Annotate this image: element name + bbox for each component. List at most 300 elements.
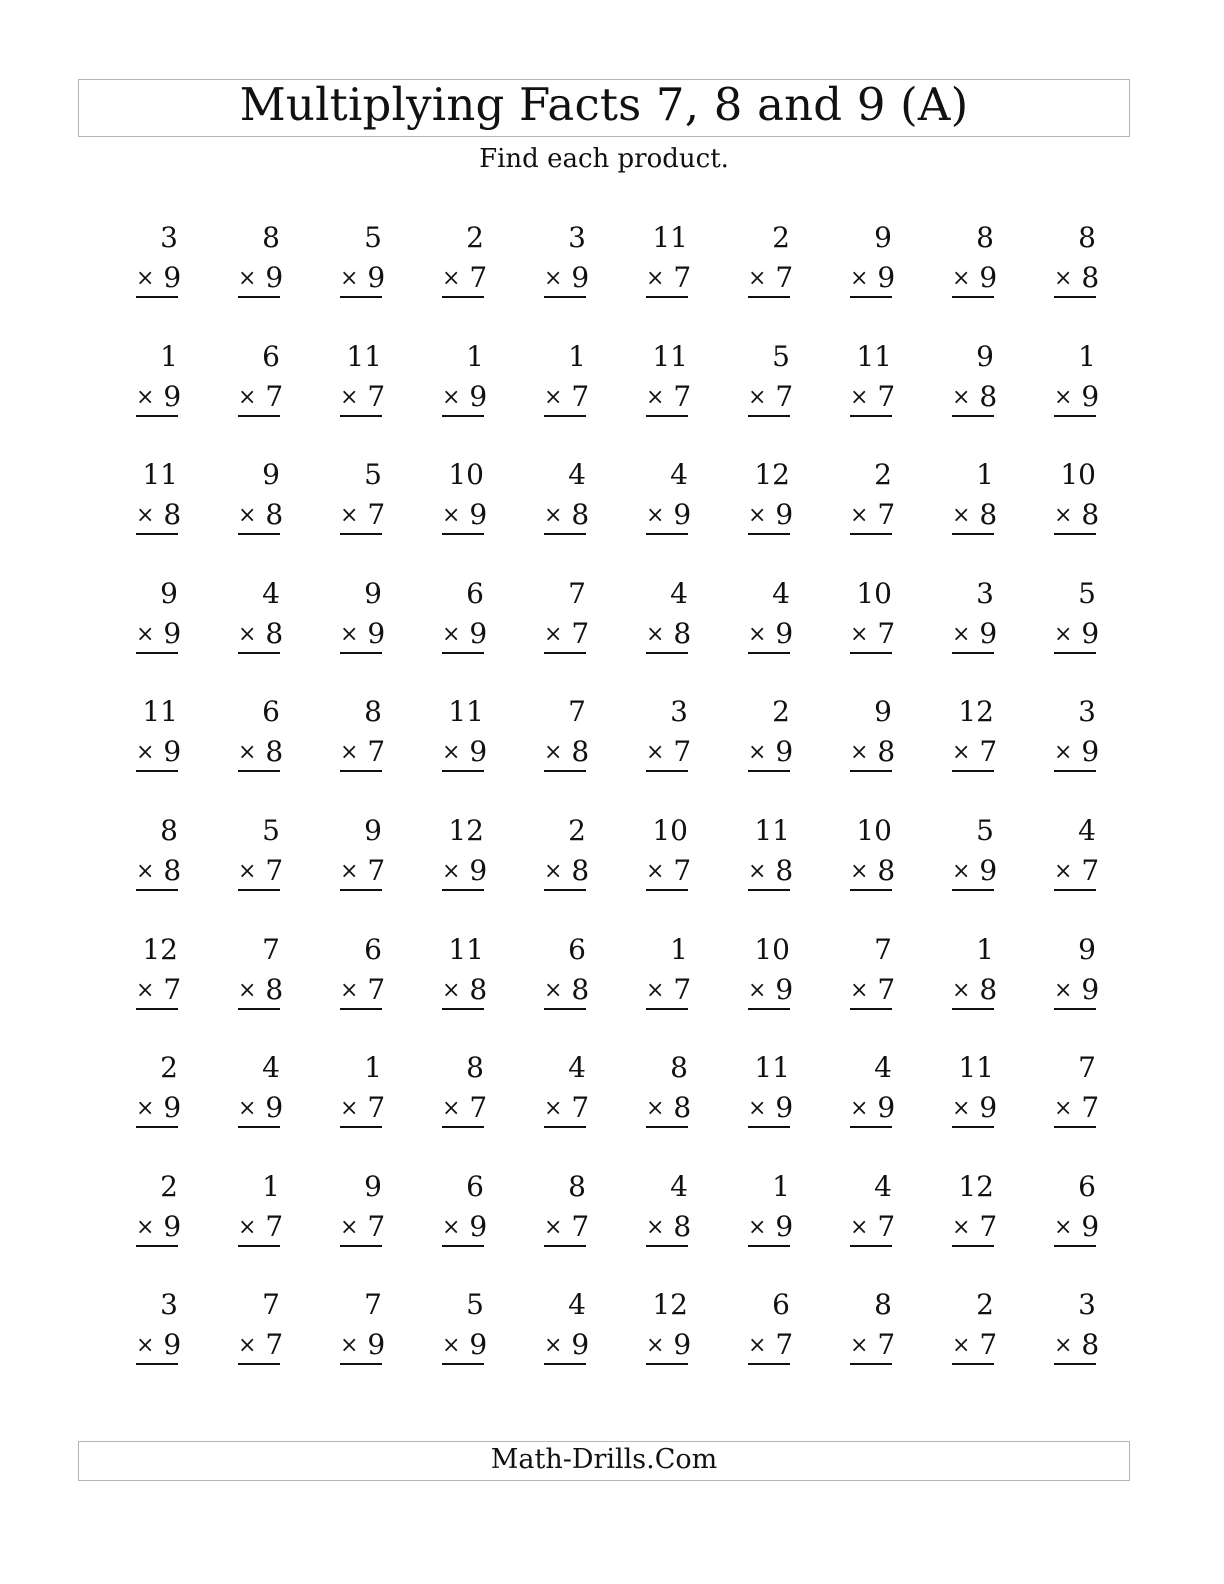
- multiplicand: 11: [346, 339, 382, 373]
- multiplier: 8: [1081, 498, 1100, 532]
- multiplicand: 12: [142, 932, 178, 966]
- multiplication-problem: [322, 455, 424, 543]
- multiplier: 7: [367, 972, 386, 1006]
- multiplier: 9: [673, 498, 692, 532]
- multiplication-problem: [322, 1285, 424, 1373]
- multiplier-line: [748, 970, 794, 1010]
- multiplication-problem: [118, 455, 220, 543]
- multiplication-problem: [730, 574, 832, 662]
- multiplicand: 3: [1078, 1288, 1096, 1322]
- multiplicand: 7: [568, 576, 586, 610]
- multiplier: 7: [877, 1328, 896, 1362]
- multiplier: 7: [877, 616, 896, 650]
- multiplicand: 2: [976, 1288, 994, 1322]
- multiplier-line: [544, 495, 590, 535]
- multiplier-line: [952, 377, 998, 417]
- multiplier-line: [1054, 732, 1100, 772]
- multiplier: 7: [571, 379, 590, 413]
- times-operator: ×: [136, 503, 155, 529]
- multiplication-problem: [730, 1048, 832, 1136]
- multiplicand: 8: [976, 221, 994, 254]
- times-operator: ×: [646, 266, 665, 291]
- times-operator: ×: [238, 266, 257, 291]
- times-operator: ×: [748, 858, 767, 884]
- multiplier: 9: [265, 1091, 284, 1125]
- multiplicand: 7: [364, 1288, 382, 1322]
- multiplication-problem: [220, 930, 322, 1018]
- multiplicand: 5: [772, 339, 790, 373]
- multiplier: 7: [877, 972, 896, 1006]
- multiplier-line: [340, 614, 386, 654]
- multiplication-problem: [424, 930, 526, 1018]
- multiplication-problem: [832, 455, 934, 543]
- times-operator: ×: [850, 1333, 869, 1359]
- multiplier: 7: [775, 261, 794, 294]
- problem-row: [118, 930, 1138, 1049]
- multiplier-line: [1054, 377, 1100, 417]
- multiplication-problem: [628, 692, 730, 780]
- footer-box: [78, 1441, 1130, 1481]
- multiplicand: 9: [364, 576, 382, 610]
- multiplier-line: [1054, 495, 1100, 535]
- multiplicand: 9: [364, 813, 382, 847]
- multiplicand: 10: [652, 813, 688, 847]
- multiplier-line: [1054, 614, 1100, 654]
- multiplication-problem: [934, 1048, 1036, 1136]
- multiplier: 7: [571, 1209, 590, 1243]
- times-operator: ×: [544, 503, 563, 529]
- times-operator: ×: [850, 977, 869, 1003]
- times-operator: ×: [748, 1214, 767, 1240]
- times-operator: ×: [544, 1333, 563, 1359]
- multiplier-line: [952, 732, 998, 772]
- multiplier: 9: [877, 1091, 896, 1125]
- multiplier: 7: [775, 1328, 794, 1362]
- multiplication-problem: [220, 1285, 322, 1373]
- times-operator: ×: [646, 1214, 665, 1240]
- multiplier-line: [748, 1088, 794, 1128]
- multiplicand: 4: [1078, 813, 1096, 847]
- multiplier-line: [340, 495, 386, 535]
- times-operator: ×: [748, 266, 767, 291]
- multiplier-line: [850, 495, 896, 535]
- times-operator: ×: [238, 503, 257, 529]
- multiplication-problem: [526, 574, 628, 662]
- multiplier-line: [850, 1325, 896, 1365]
- multiplicand: 11: [652, 339, 688, 373]
- multiplier: 8: [265, 972, 284, 1006]
- times-operator: ×: [748, 1333, 767, 1359]
- multiplier-line: [136, 377, 182, 417]
- multiplier: 9: [673, 1328, 692, 1362]
- multiplication-problem: [526, 930, 628, 1018]
- multiplicand: 11: [856, 339, 892, 373]
- multiplication-problem: [118, 692, 220, 780]
- times-operator: ×: [340, 621, 359, 647]
- times-operator: ×: [646, 858, 665, 884]
- multiplicand: 2: [160, 1051, 178, 1085]
- multiplication-problem: [628, 1048, 730, 1136]
- multiplier: 8: [877, 735, 896, 769]
- times-operator: ×: [442, 977, 461, 1003]
- multiplication-problem: [424, 1167, 526, 1255]
- multiplier: 9: [469, 379, 488, 413]
- multiplier: 9: [775, 972, 794, 1006]
- times-operator: ×: [238, 977, 257, 1003]
- multiplicand: 1: [1078, 339, 1096, 373]
- multiplication-problem: [526, 337, 628, 425]
- multiplier: 8: [265, 735, 284, 769]
- times-operator: ×: [136, 977, 155, 1003]
- multiplicand: 12: [958, 1169, 994, 1203]
- multiplier: 7: [367, 1209, 386, 1243]
- multiplicand: 3: [1078, 695, 1096, 729]
- multiplication-problem: [1036, 1048, 1138, 1136]
- times-operator: ×: [442, 1214, 461, 1240]
- multiplication-problem: [1036, 337, 1138, 425]
- multiplier: 8: [979, 379, 998, 413]
- times-operator: ×: [850, 1096, 869, 1122]
- multiplier-line: [340, 851, 386, 891]
- multiplier-line: [646, 851, 692, 891]
- multiplicand: 4: [670, 1169, 688, 1203]
- multiplicand: 9: [874, 221, 892, 254]
- multiplicand: 1: [976, 932, 994, 966]
- multiplier-line: [952, 1207, 998, 1247]
- multiplication-problem: [322, 1048, 424, 1136]
- multiplier-line: [748, 1325, 794, 1365]
- multiplier: 9: [571, 1328, 590, 1362]
- multiplication-problem: [628, 930, 730, 1018]
- times-operator: ×: [442, 858, 461, 884]
- multiplication-problem: [1036, 1285, 1138, 1373]
- multiplier-line: [1054, 1325, 1100, 1365]
- times-operator: ×: [850, 266, 869, 291]
- multiplication-problem: [322, 218, 424, 306]
- multiplier-line: [340, 732, 386, 772]
- multiplicand: 5: [976, 813, 994, 847]
- times-operator: ×: [1054, 384, 1073, 410]
- multiplicand: 9: [1078, 932, 1096, 966]
- multiplicand: 1: [772, 1169, 790, 1203]
- problem-row: [118, 1048, 1138, 1167]
- multiplier: 9: [469, 853, 488, 887]
- multiplicand: 1: [670, 932, 688, 966]
- times-operator: ×: [544, 740, 563, 766]
- multiplication-problem: [220, 455, 322, 543]
- multiplication-problem: [424, 574, 526, 662]
- multiplicand: 1: [262, 1169, 280, 1203]
- times-operator: ×: [646, 977, 665, 1003]
- multiplicand: 3: [160, 221, 178, 254]
- times-operator: ×: [544, 1214, 563, 1240]
- multiplicand: 7: [568, 695, 586, 729]
- worksheet-instructions: Find each product.: [479, 144, 729, 174]
- worksheet-title: Multiplying Facts 7, 8 and 9 (A): [239, 78, 969, 131]
- multiplier: 7: [367, 1091, 386, 1125]
- times-operator: ×: [238, 384, 257, 410]
- multiplier: 8: [877, 853, 896, 887]
- multiplication-problem: [832, 930, 934, 1018]
- multiplier: 9: [775, 498, 794, 532]
- multiplier-line: [544, 614, 590, 654]
- multiplication-problem: [730, 1285, 832, 1373]
- multiplier: 8: [571, 972, 590, 1006]
- times-operator: ×: [646, 503, 665, 529]
- multiplicand: 6: [466, 576, 484, 610]
- multiplicand: 11: [448, 932, 484, 966]
- multiplicand: 5: [466, 1288, 484, 1322]
- multiplier-line: [340, 970, 386, 1010]
- times-operator: ×: [544, 384, 563, 410]
- times-operator: ×: [748, 503, 767, 529]
- multiplier-line: [238, 377, 284, 417]
- multiplier-line: [952, 1088, 998, 1128]
- multiplier-line: [136, 614, 182, 654]
- times-operator: ×: [442, 503, 461, 529]
- multiplier-line: [136, 1207, 182, 1247]
- multiplication-problem: [934, 337, 1036, 425]
- multiplicand: 3: [160, 1288, 178, 1322]
- multiplier: 9: [775, 1209, 794, 1243]
- times-operator: ×: [136, 384, 155, 410]
- problem-row: [118, 1167, 1138, 1286]
- times-operator: ×: [544, 858, 563, 884]
- multiplier: 9: [163, 1091, 182, 1125]
- multiplication-problem: [832, 811, 934, 899]
- problem-row: [118, 811, 1138, 930]
- multiplier-line: [1054, 970, 1100, 1010]
- times-operator: ×: [646, 621, 665, 647]
- multiplier-line: [136, 258, 182, 298]
- multiplication-problem: [628, 811, 730, 899]
- times-operator: ×: [952, 503, 971, 529]
- multiplier-line: [646, 258, 692, 298]
- multiplier: 9: [979, 261, 998, 294]
- times-operator: ×: [340, 1214, 359, 1240]
- multiplier: 9: [775, 735, 794, 769]
- times-operator: ×: [238, 740, 257, 766]
- times-operator: ×: [646, 384, 665, 410]
- multiplicand: 2: [772, 221, 790, 254]
- multiplier-line: [442, 732, 488, 772]
- times-operator: ×: [646, 1333, 665, 1359]
- multiplicand: 4: [874, 1051, 892, 1085]
- multiplicand: 9: [874, 695, 892, 729]
- multiplier: 7: [979, 735, 998, 769]
- multiplier-line: [646, 970, 692, 1010]
- multiplier: 9: [163, 735, 182, 769]
- multiplier: 8: [1081, 261, 1100, 294]
- multiplier: 8: [571, 735, 590, 769]
- times-operator: ×: [952, 1333, 971, 1359]
- multiplicand: 9: [976, 339, 994, 373]
- multiplier: 9: [1081, 379, 1100, 413]
- multiplier-line: [544, 377, 590, 417]
- times-operator: ×: [238, 1333, 257, 1359]
- multiplier: 7: [367, 735, 386, 769]
- times-operator: ×: [1054, 858, 1073, 884]
- multiplicand: 10: [448, 458, 484, 492]
- multiplier: 9: [979, 853, 998, 887]
- multiplicand: 4: [670, 576, 688, 610]
- multiplier-line: [238, 970, 284, 1010]
- multiplicand: 9: [262, 458, 280, 492]
- multiplicand: 6: [466, 1169, 484, 1203]
- multiplicand: 6: [772, 1288, 790, 1322]
- times-operator: ×: [544, 977, 563, 1003]
- multiplier-line: [952, 851, 998, 891]
- multiplier-line: [340, 377, 386, 417]
- multiplier-line: [136, 495, 182, 535]
- multiplier-line: [442, 851, 488, 891]
- multiplication-problem: [934, 811, 1036, 899]
- multiplication-problem: [730, 692, 832, 780]
- times-operator: ×: [952, 266, 971, 291]
- multiplication-problem: [220, 811, 322, 899]
- multiplicand: 4: [568, 458, 586, 492]
- multiplicand: 1: [364, 1051, 382, 1085]
- multiplier: 9: [877, 261, 896, 294]
- multiplier-line: [646, 495, 692, 535]
- multiplication-problem: [322, 337, 424, 425]
- multiplication-problem: [322, 1167, 424, 1255]
- multiplier-line: [748, 495, 794, 535]
- multiplier-line: [850, 732, 896, 772]
- multiplier-line: [850, 258, 896, 298]
- multiplicand: 1: [160, 339, 178, 373]
- multiplier: 7: [469, 261, 488, 294]
- multiplicand: 8: [1078, 221, 1096, 254]
- multiplication-problem: [832, 1285, 934, 1373]
- multiplier: 7: [979, 1209, 998, 1243]
- multiplier: 7: [265, 1209, 284, 1243]
- multiplier-line: [1054, 1088, 1100, 1128]
- multiplication-problem: [526, 1285, 628, 1373]
- times-operator: ×: [136, 621, 155, 647]
- multiplicand: 2: [466, 221, 484, 254]
- multiplication-problem: [832, 574, 934, 662]
- multiplier-line: [238, 1207, 284, 1247]
- multiplier-line: [646, 377, 692, 417]
- multiplier: 9: [367, 616, 386, 650]
- multiplicand: 11: [142, 458, 178, 492]
- multiplicand: 4: [568, 1051, 586, 1085]
- multiplication-problem: [730, 337, 832, 425]
- multiplication-problem: [934, 218, 1036, 306]
- multiplier: 7: [469, 1091, 488, 1125]
- multiplicand: 8: [160, 813, 178, 847]
- times-operator: ×: [340, 266, 359, 291]
- multiplier-line: [646, 732, 692, 772]
- multiplicand: 2: [568, 813, 586, 847]
- multiplicand: 7: [874, 932, 892, 966]
- times-operator: ×: [952, 740, 971, 766]
- multiplicand: 10: [1060, 458, 1096, 492]
- multiplier-line: [544, 258, 590, 298]
- multiplier-line: [136, 1088, 182, 1128]
- multiplication-problem: [118, 811, 220, 899]
- times-operator: ×: [238, 1214, 257, 1240]
- multiplicand: 3: [976, 576, 994, 610]
- times-operator: ×: [1054, 266, 1073, 291]
- times-operator: ×: [1054, 1096, 1073, 1122]
- multiplier: 9: [1081, 735, 1100, 769]
- multiplication-problem: [118, 1167, 220, 1255]
- multiplier-line: [136, 732, 182, 772]
- multiplier-line: [238, 258, 284, 298]
- multiplicand: 6: [262, 695, 280, 729]
- multiplier: 7: [673, 853, 692, 887]
- times-operator: ×: [850, 858, 869, 884]
- times-operator: ×: [340, 1333, 359, 1359]
- multiplier-line: [238, 495, 284, 535]
- multiplication-problem: [628, 1285, 730, 1373]
- multiplier: 7: [673, 261, 692, 294]
- multiplication-problem: [322, 692, 424, 780]
- multiplicand: 5: [262, 813, 280, 847]
- multiplication-problem: [118, 574, 220, 662]
- multiplier: 7: [979, 1328, 998, 1362]
- multiplier-line: [850, 377, 896, 417]
- multiplier: 9: [163, 616, 182, 650]
- multiplier-line: [1054, 1207, 1100, 1247]
- times-operator: ×: [1054, 740, 1073, 766]
- multiplication-problem: [1036, 574, 1138, 662]
- multiplication-problem: [934, 692, 1036, 780]
- multiplier-line: [238, 732, 284, 772]
- times-operator: ×: [442, 384, 461, 410]
- multiplication-problem: [220, 1167, 322, 1255]
- multiplier: 9: [469, 616, 488, 650]
- times-operator: ×: [442, 740, 461, 766]
- multiplier-line: [850, 970, 896, 1010]
- multiplicand: 6: [262, 339, 280, 373]
- times-operator: ×: [544, 1096, 563, 1122]
- multiplier-line: [136, 970, 182, 1010]
- multiplier: 7: [673, 735, 692, 769]
- times-operator: ×: [850, 1214, 869, 1240]
- times-operator: ×: [1054, 503, 1073, 529]
- multiplier: 9: [469, 735, 488, 769]
- multiplier-line: [442, 614, 488, 654]
- multiplier: 9: [163, 379, 182, 413]
- times-operator: ×: [340, 503, 359, 529]
- multiplier-line: [952, 1325, 998, 1365]
- multiplier: 7: [1081, 853, 1100, 887]
- multiplier-line: [748, 1207, 794, 1247]
- multiplicand: 8: [670, 1051, 688, 1085]
- multiplier: 8: [673, 1091, 692, 1125]
- multiplicand: 11: [448, 695, 484, 729]
- multiplier: 8: [775, 853, 794, 887]
- multiplication-problem: [1036, 1167, 1138, 1255]
- times-operator: ×: [136, 740, 155, 766]
- multiplier-line: [442, 1325, 488, 1365]
- multiplication-problem: [1036, 811, 1138, 899]
- times-operator: ×: [748, 1096, 767, 1122]
- multiplier-line: [646, 614, 692, 654]
- multiplication-problem: [322, 811, 424, 899]
- problem-row: [118, 455, 1138, 574]
- multiplier-line: [544, 1207, 590, 1247]
- multiplier: 8: [673, 1209, 692, 1243]
- multiplicand: 11: [754, 813, 790, 847]
- multiplier-line: [238, 1088, 284, 1128]
- times-operator: ×: [952, 977, 971, 1003]
- multiplication-problem: [526, 455, 628, 543]
- multiplier: 7: [163, 972, 182, 1006]
